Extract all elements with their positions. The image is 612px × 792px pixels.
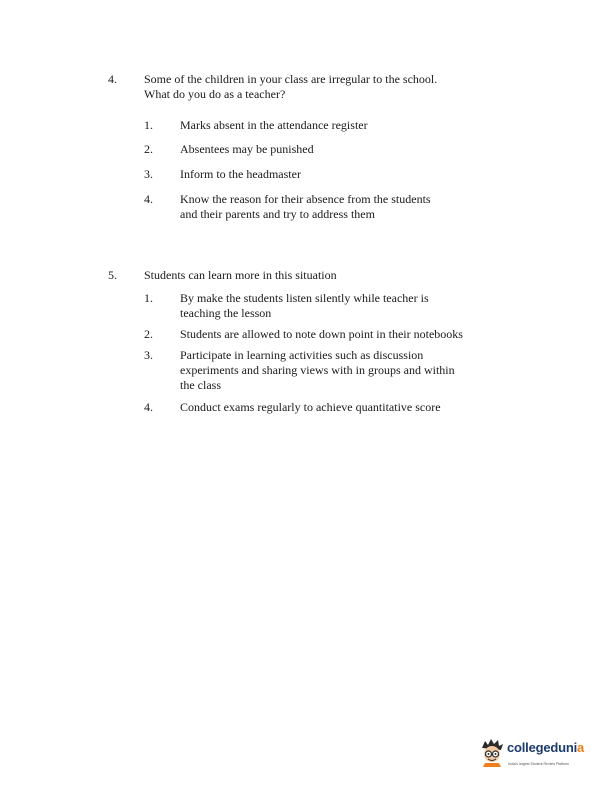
question-5-number: 5. [108,268,117,282]
question-4-option-2-number: 2. [144,142,153,156]
question-4-option-3-text: Inform to the headmaster [180,167,301,181]
question-5-option-2-text: Students are allowed to note down point in their notebooks [180,327,463,341]
question-5-text: Students can learn more in this situation [144,268,337,282]
question-5-option-1-number: 1. [144,291,153,305]
question-5-option-4-number: 4. [144,400,153,414]
question-5-option-4-text: Conduct exams regularly to achieve quantitative score [180,400,441,414]
question-4-option-1-text: Marks absent in the attendance register [180,118,368,132]
question-4-number: 4. [108,72,117,86]
question-5-option-3-text: Participate in learning activities such as discussion experiments and sharing views with in groups and within the class [180,348,455,392]
question-5-option-3-number: 3. [144,348,153,362]
question-4-option-4-text: Know the reason for their absence from the students and their parents and try to address them [180,192,431,221]
question-4-option-3-number: 3. [144,167,153,181]
question-5-option-1-text: By make the students listen silently while teacher is teaching the lesson [180,291,429,320]
mascot-icon [479,737,505,767]
logo-tagline: India's largest Student Review Platform [508,762,569,766]
question-4-option-1-number: 1. [144,118,153,132]
question-5-option-2-number: 2. [144,327,153,341]
question-4-option-4-number: 4. [144,192,153,206]
collegedunia-logo [479,737,597,773]
question-4-option-2-text: Absentees may be punished [180,142,314,156]
question-4-text: Some of the children in your class are irregular to the school. What do you do as a teacher? [144,72,438,101]
logo-wordmark: collegedunia [507,740,585,755]
